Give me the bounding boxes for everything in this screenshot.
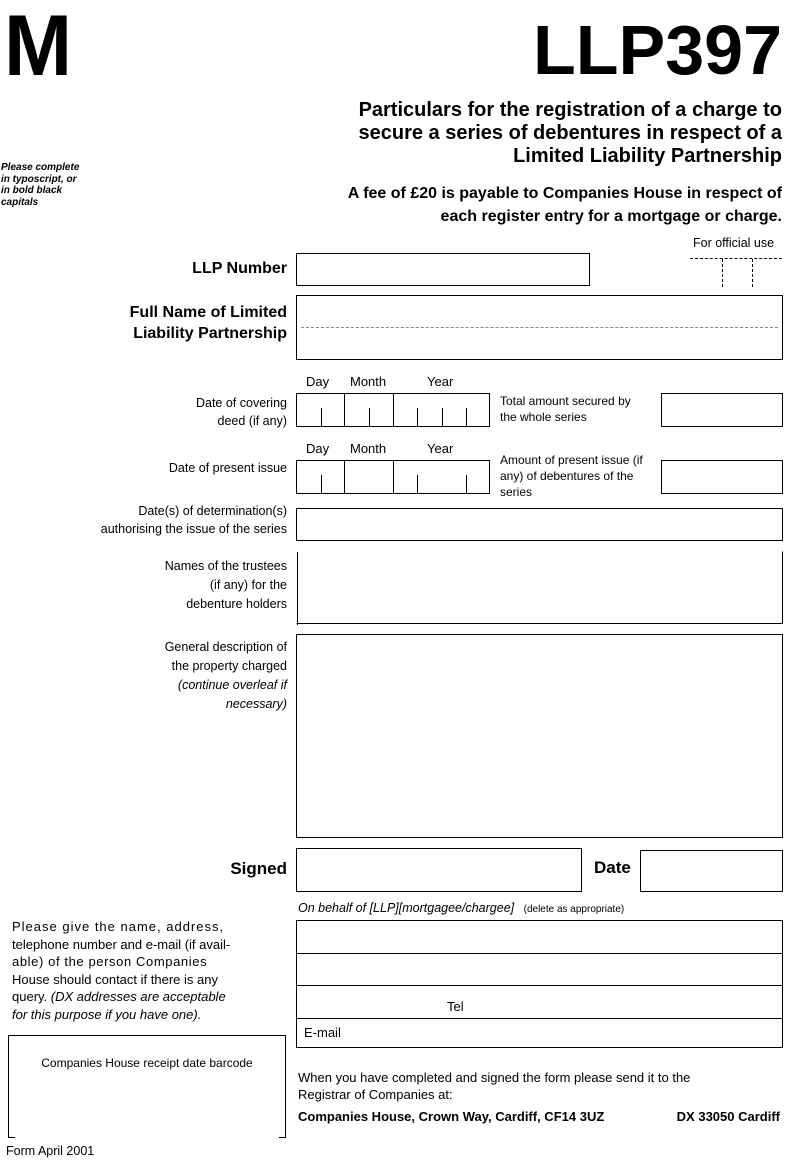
fee-line: each register entry for a mortgage or charge.: [440, 208, 782, 225]
description-field[interactable]: [296, 634, 783, 838]
barcode-box: [8, 1035, 286, 1138]
day-header: Day: [306, 374, 330, 389]
contact-line: Please give the name, address,: [12, 919, 225, 934]
form-code: LLP397: [533, 11, 782, 89]
instruction-line: in bold black: [1, 185, 63, 196]
send-instructions: [298, 1069, 690, 1103]
covering-deed-label: [196, 394, 287, 430]
trustees-field[interactable]: [296, 551, 783, 624]
total-secured-label-line: Total amount secured by: [500, 394, 631, 408]
complete-instructions: [1, 162, 79, 208]
present-issue-label: Date of present issue: [168, 461, 287, 475]
dx-address: DX 33050 Cardiff: [676, 1109, 780, 1124]
on-behalf-line: [298, 901, 624, 915]
amount-present-label-line: any) of debentures of the: [500, 469, 634, 483]
send-line: Registrar of Companies at:: [298, 1087, 453, 1102]
title-line: Particulars for the registration of a charge to: [358, 99, 782, 121]
determination-label: [101, 502, 287, 538]
fee-notice: [348, 182, 782, 228]
full-name-field[interactable]: [296, 295, 783, 360]
contact-instructions: [12, 918, 256, 1023]
official-use-label: For official use: [693, 236, 775, 250]
amount-present-field[interactable]: [661, 460, 783, 494]
description-label-line: the property charged: [171, 659, 287, 673]
tel-label: Tel: [447, 999, 464, 1014]
on-behalf-text: On behalf of [LLP][mortgagee/chargee]: [298, 901, 515, 915]
total-secured-label-line: the whole series: [500, 410, 587, 424]
instruction-line: capitals: [1, 196, 39, 208]
signed-label: Signed: [230, 859, 287, 878]
amount-present-label-line: series: [500, 485, 533, 499]
amount-present-label: [500, 452, 643, 500]
total-secured-label: [500, 393, 631, 425]
return-address: Companies House, Crown Way, Cardiff, CF14 3UZ: [298, 1109, 605, 1124]
full-name-label-line: Liability Partnership: [133, 325, 287, 342]
description-label-line: (continue overleaf if: [177, 678, 287, 692]
month-header: Month: [350, 441, 387, 456]
form-title: [358, 99, 782, 168]
total-secured-field[interactable]: [661, 393, 783, 427]
trustees-label-line: (if any) for the: [209, 578, 287, 592]
llp-number-field[interactable]: [296, 253, 590, 286]
delete-note: (delete as appropriate): [523, 904, 625, 915]
description-label-line: General description of: [164, 640, 287, 654]
full-name-label-line: Full Name of Limited: [129, 304, 287, 321]
barcode-label: Companies House receipt date barcode: [41, 1056, 253, 1070]
covering-deed-label-line: Date of covering: [195, 396, 287, 410]
send-line: When you have completed and signed the form please send it to the: [298, 1070, 691, 1085]
full-name-label: [130, 302, 287, 344]
covering-deed-date-field[interactable]: [296, 393, 490, 427]
amount-present-label-line: Amount of present issue (if: [500, 453, 643, 467]
contact-line: able) of the person Companies: [12, 954, 208, 969]
signed-field[interactable]: [296, 848, 582, 892]
month-header: Month: [350, 374, 387, 389]
form-date: Form April 2001: [6, 1144, 95, 1158]
trustees-label-line: debenture holders: [186, 597, 287, 611]
title-line: Limited Liability Partnership: [513, 145, 782, 167]
description-label-line: necessary): [225, 697, 287, 711]
present-issue-date-field[interactable]: [296, 460, 490, 494]
covering-deed-label-line: deed (if any): [217, 414, 287, 428]
title-line: secure a series of debentures in respect of a: [358, 122, 782, 144]
contact-query: query.: [12, 989, 48, 1004]
contact-line: telephone number and e-mail (if avail-: [12, 936, 231, 952]
fee-line: A fee of £20 is payable to Companies House in respect of: [347, 185, 782, 202]
contact-dx-note: (DX addresses are acceptable: [50, 989, 226, 1004]
contact-line: House should contact if there is any: [12, 971, 218, 987]
year-header: Year: [427, 441, 454, 456]
determination-field[interactable]: [296, 508, 783, 541]
trustees-label: [165, 557, 287, 614]
llp-number-label: LLP Number: [192, 260, 287, 277]
date-label: Date: [594, 858, 631, 877]
official-use-box: [690, 258, 782, 287]
contact-line: for this purpose if you have one).: [12, 1006, 202, 1022]
day-header: Day: [306, 441, 330, 456]
instruction-line: in typoscript, or: [1, 173, 77, 185]
form-letter: M: [4, 0, 73, 94]
determination-label-line: authorising the issue of the series: [100, 522, 287, 536]
contact-details-box[interactable]: [296, 920, 783, 1048]
trustees-label-line: Names of the trustees: [164, 559, 287, 573]
contact-line: [12, 988, 256, 1006]
determination-label-line: Date(s) of determination(s): [138, 504, 287, 518]
email-label: E-mail: [304, 1025, 341, 1040]
instruction-line: Please complete: [1, 162, 80, 173]
year-header: Year: [427, 374, 454, 389]
description-label: [165, 638, 287, 714]
date-field[interactable]: [640, 850, 783, 892]
